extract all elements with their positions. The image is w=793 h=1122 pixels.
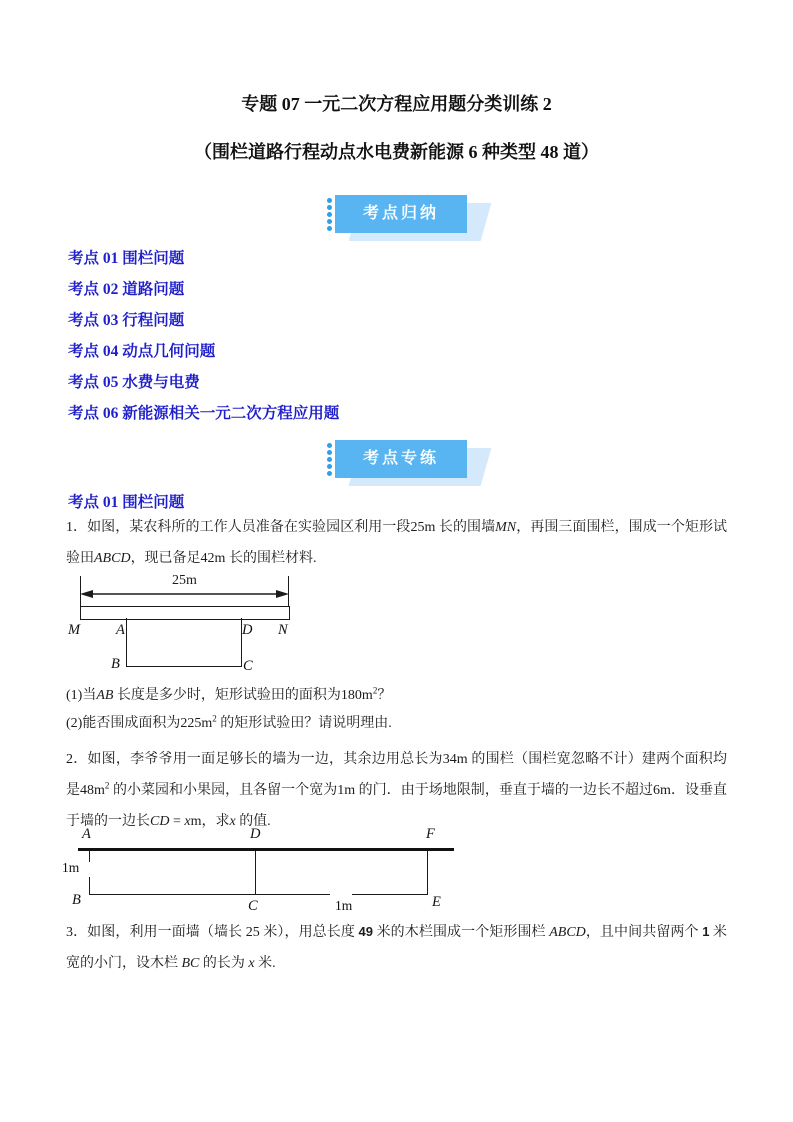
exam-point-item-04: 考点 04 动点几何问题: [68, 343, 216, 360]
exam-point-item-01: 考点 01 围栏问题: [68, 250, 185, 267]
perforation-dot: [327, 219, 332, 224]
doc-subtitle: （围栏道路行程动点水电费新能源 6 种类型 48 道）: [194, 142, 599, 162]
problem-1-question-1: (1)当AB 长度是多少时，矩形试验田的面积为$180m^2$？: [66, 685, 392, 703]
perforation-dot: [327, 464, 332, 469]
wall-line: [78, 848, 454, 851]
door-left-label: 1m: [62, 860, 80, 875]
divider-dc: [255, 851, 256, 895]
label-B: B: [72, 892, 81, 908]
label-N: N: [278, 622, 288, 638]
bottom-bc-segment: [89, 894, 330, 895]
label-D: D: [250, 826, 261, 842]
label-E: E: [432, 894, 441, 910]
label-M: M: [68, 622, 81, 638]
problem-2-text: 2．如图，李爷爷用一面足够长的墙为一边，其余边用总长为34m 的围栏（围栏宽忽略不计）建两个面积均是$48m^2$ 的小菜园和小果园，且各留一个宽为1m 的门．由于场地限制，垂直于墙的一边长不超过6m．设垂直于墙的一边长CD = xm，求x 的值.: [66, 752, 728, 829]
side-fe: [427, 851, 428, 895]
label-D: D: [242, 622, 253, 638]
field-rect-abcd: [126, 618, 242, 667]
banner-practice: [324, 440, 494, 490]
perforation-dot: [327, 205, 332, 210]
problem-1-question-2: (2)能否围成面积为$225m^2$ 的矩形试验田？请说明理由.: [66, 713, 392, 731]
banner-perforation: [324, 196, 335, 234]
problem-2-diagram: [62, 824, 458, 920]
exam-point-item-06: 考点 06 新能源相关一元二次方程应用题: [68, 405, 340, 422]
label-C: C: [243, 658, 253, 674]
exam-point-item-03: 考点 03 行程问题: [68, 312, 185, 329]
perforation-dot: [327, 198, 332, 203]
label-F: F: [426, 826, 435, 842]
banner-practice-label: 考点专练: [335, 440, 467, 478]
problem-1-text: 1．如图，某农科所的工作人员准备在实验园区利用一段25m 长的围墙MN，再围三面围栏，围成一个矩形试验田ABCD，现已备足42m 长的围栏材料.: [66, 520, 728, 566]
perforation-dot: [327, 457, 332, 462]
perforation-dot: [327, 471, 332, 476]
problem-3-text: 3．如图，利用一面墙（墙长 25 米），用总长度 49 米的木栏围成一个矩形围栏 ABCD，且中间共留两个 1 米宽的小门，设木栏 BC 的长为 x 米.: [66, 924, 728, 971]
exam-point-list: [68, 243, 668, 429]
perforation-dot: [327, 212, 332, 217]
banner-review-label: 考点归纳: [335, 195, 467, 233]
problem-1-diagram: [66, 573, 306, 680]
door-bottom-label: 1m: [335, 898, 353, 913]
perforation-dot: [327, 443, 332, 448]
section-heading: 考点 01 围栏问题: [68, 494, 185, 511]
label-C: C: [248, 898, 258, 914]
perforation-dot: [327, 450, 332, 455]
perforation-dot: [327, 226, 332, 231]
label-B: B: [111, 656, 120, 672]
bottom-ce-segment: [352, 894, 427, 895]
label-A: A: [116, 622, 125, 638]
exam-point-item-05: 考点 05 水费与电费: [68, 374, 200, 391]
label-A: A: [82, 826, 91, 842]
banner-perforation: [324, 441, 335, 479]
side-ab-lower: [89, 877, 90, 895]
exam-point-item-02: 考点 02 道路问题: [68, 281, 185, 298]
doc-title: 专题 07 一元二次方程应用题分类训练 2: [241, 94, 552, 114]
side-ab-upper: [89, 851, 90, 862]
banner-review: [324, 195, 494, 245]
dimension-arrow: [80, 587, 289, 601]
wall-length-label: 25m: [172, 573, 197, 588]
